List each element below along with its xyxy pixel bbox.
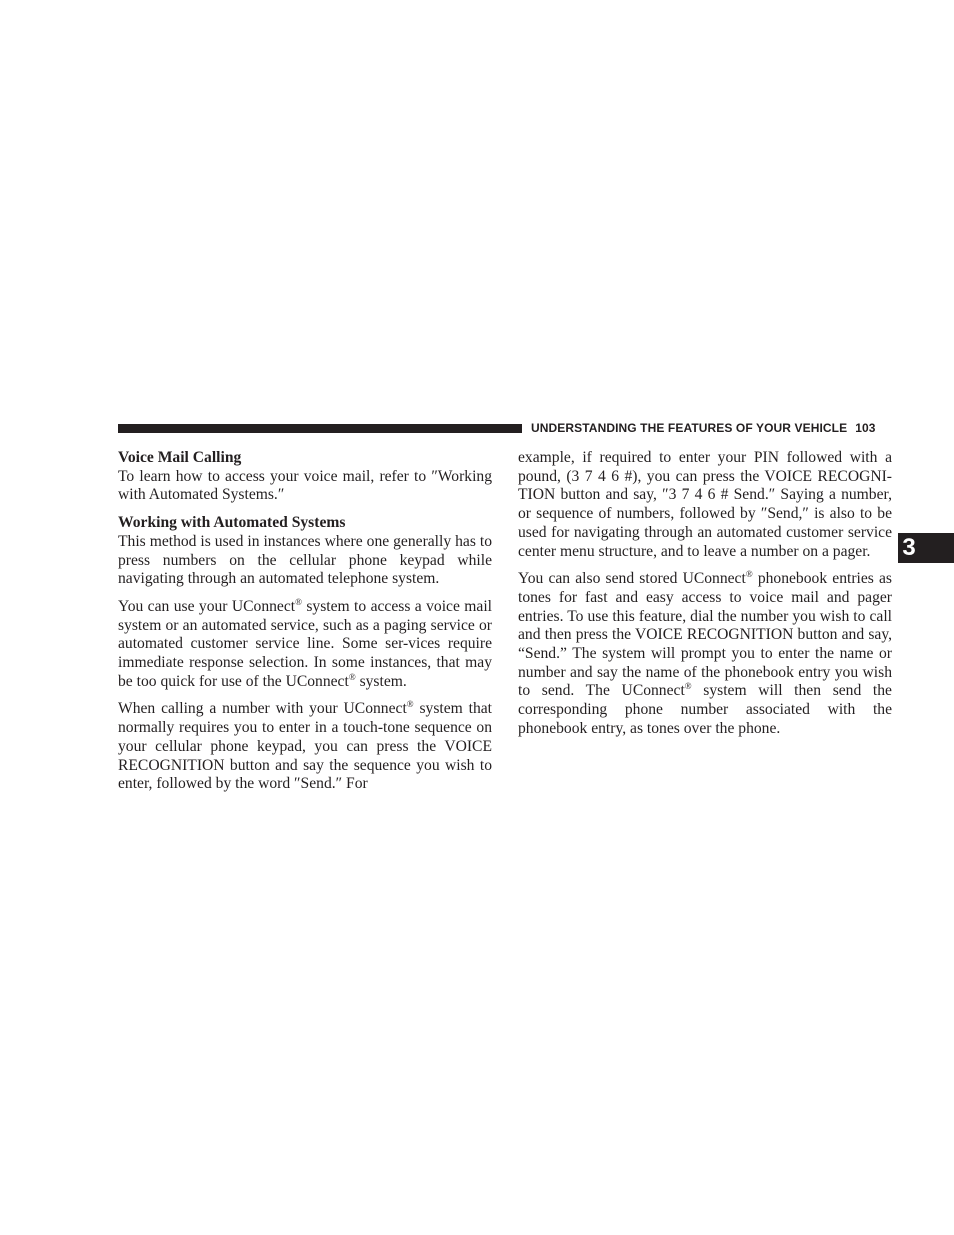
right-column (518, 449, 892, 739)
paragraph-uconnect-use (118, 598, 492, 692)
registered-mark: ® (295, 596, 302, 607)
header-rule (118, 424, 522, 433)
registered-mark: ® (684, 681, 692, 692)
paragraph-voice-mail: To learn how to access your voice mail, refer to ″Working with Automated Systems.″ (118, 467, 492, 504)
text-fragment: system. (355, 672, 407, 690)
text-fragment: system to access a voice mail system or an automated service, such as a paging service or automated customer service line. Some ser-vices require immediate response selection. In some instances, that may be too quick for use of the UConnect (118, 597, 492, 690)
chapter-tab (898, 533, 954, 563)
text-fragment: You can also send stored UConnect (518, 570, 746, 588)
text-fragment: system will then send the corresponding phone number associated with the phonebook entry, as tones over the phone. (518, 682, 892, 737)
paragraph-phonebook-tones (518, 570, 892, 738)
running-header (531, 420, 891, 436)
registered-mark: ® (406, 699, 414, 710)
paragraph-method: This method is used in instances where one generally has to press numbers on the cellular phone keypad while navigating through an automated telephone system. (118, 532, 492, 588)
heading-automated-systems: Working with Automated Systems (118, 514, 346, 532)
left-column (118, 449, 492, 794)
paragraph-pin-example: example, if required to enter your PIN followed with a pound, (3 7 4 6 #), you can press the VOICE RECOGNI-TION button and say, ″3 7 4 6 # Send.″ Saying a number, or sequence of numbers, followed by ″Send,″ is also to be used for navigating through an automated customer service center menu structure, and to leave a number on a pager. (518, 449, 892, 560)
registered-mark: ® (348, 671, 356, 682)
paragraph-calling-number (118, 700, 492, 794)
text-fragment: system that normally requires you to enter in a touch-tone sequence on your cellular phone keypad, you can press the VOICE RECOGNITION button and say the sequence you wish to enter, followed by the word ″Send.″ For (118, 700, 492, 793)
text-fragment: When calling a number with your UConnect (118, 700, 407, 718)
registered-mark: ® (745, 569, 753, 580)
header-title: UNDERSTANDING THE FEATURES OF YOUR VEHICLE (531, 421, 848, 435)
text-fragment: You can use your UConnect (118, 597, 296, 615)
chapter-number: 3 (902, 534, 916, 561)
page-number: 103 (855, 421, 876, 435)
heading-voice-mail-calling: Voice Mail Calling (118, 449, 242, 466)
text-fragment: phonebook entries as tones for fast and easy access to voice mail and pager entries. To use this feature, dial the number you wish to call and then press the VOICE RECOGNITION button and say, “Send.” The system will prompt you to enter the name or number and say the name of the phonebook entry you wish to send. The UConnect (518, 570, 893, 700)
